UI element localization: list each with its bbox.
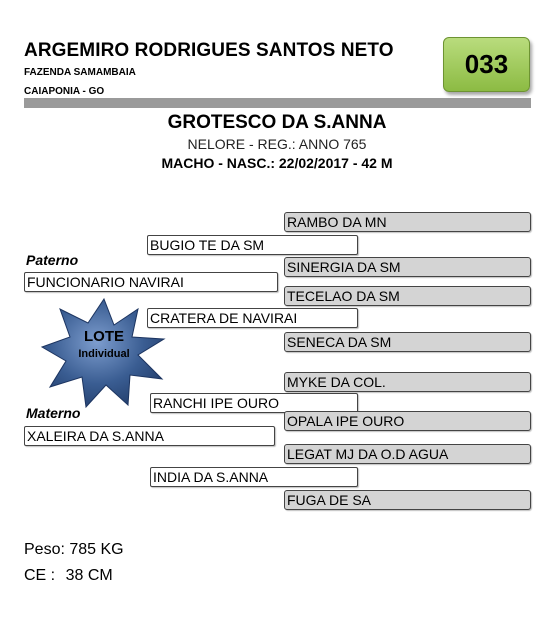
lot-seal [40, 297, 168, 409]
paterno-label: Paterno [26, 252, 79, 268]
animal-name: GROTESCO DA S.ANNA [167, 112, 387, 133]
header-divider [24, 98, 531, 108]
farm-name: FAZENDA SAMAMBAIA [24, 67, 136, 78]
pedigree-maternal-grandmother: INDIA DA S.ANNA [150, 467, 358, 487]
seal-line2: Individual [78, 348, 130, 360]
seal-line1: LOTE [84, 328, 124, 345]
breed-registration: NELORE - REG.: ANNO 765 [187, 136, 367, 152]
pedigree-father: FUNCIONARIO NAVIRAI [24, 272, 278, 292]
pedigree-mgf-dam: OPALA IPE OURO [284, 411, 531, 431]
owner-name: ARGEMIRO RODRIGUES SANTOS NETO [24, 40, 394, 61]
pedigree-pgm-sire: TECELAO DA SM [284, 286, 531, 306]
pedigree-pgf-sire: RAMBO DA MN [284, 212, 531, 232]
lot-number-badge: 033 [443, 37, 530, 92]
ce-value: 38 CM [65, 567, 113, 584]
pedigree-mgm-sire: LEGAT MJ DA O.D AGUA [284, 444, 531, 464]
city-name: CAIAPONIA - GO [24, 86, 105, 97]
weight-stat: Peso: 785 KG [24, 541, 124, 558]
ce-label: CE : [24, 567, 56, 584]
pedigree-pgm-dam: SENECA DA SM [284, 332, 531, 352]
pedigree-pgf-dam: SINERGIA DA SM [284, 257, 531, 277]
pedigree-paternal-grandfather: BUGIO TE DA SM [147, 235, 358, 255]
pedigree-maternal-grandfather: RANCHI IPE OURO [150, 393, 358, 413]
sex-birth-age: MACHO - NASC.: 22/02/2017 - 42 M [161, 155, 393, 171]
ce-stat [24, 567, 113, 585]
pedigree-mgm-dam: FUGA DE SA [284, 490, 531, 510]
pedigree-mother: XALEIRA DA S.ANNA [24, 426, 275, 446]
pedigree-paternal-grandmother: CRATERA DE NAVIRAI [147, 308, 358, 328]
materno-label: Materno [26, 405, 81, 421]
pedigree-mgf-sire: MYKE DA COL. [284, 372, 531, 392]
